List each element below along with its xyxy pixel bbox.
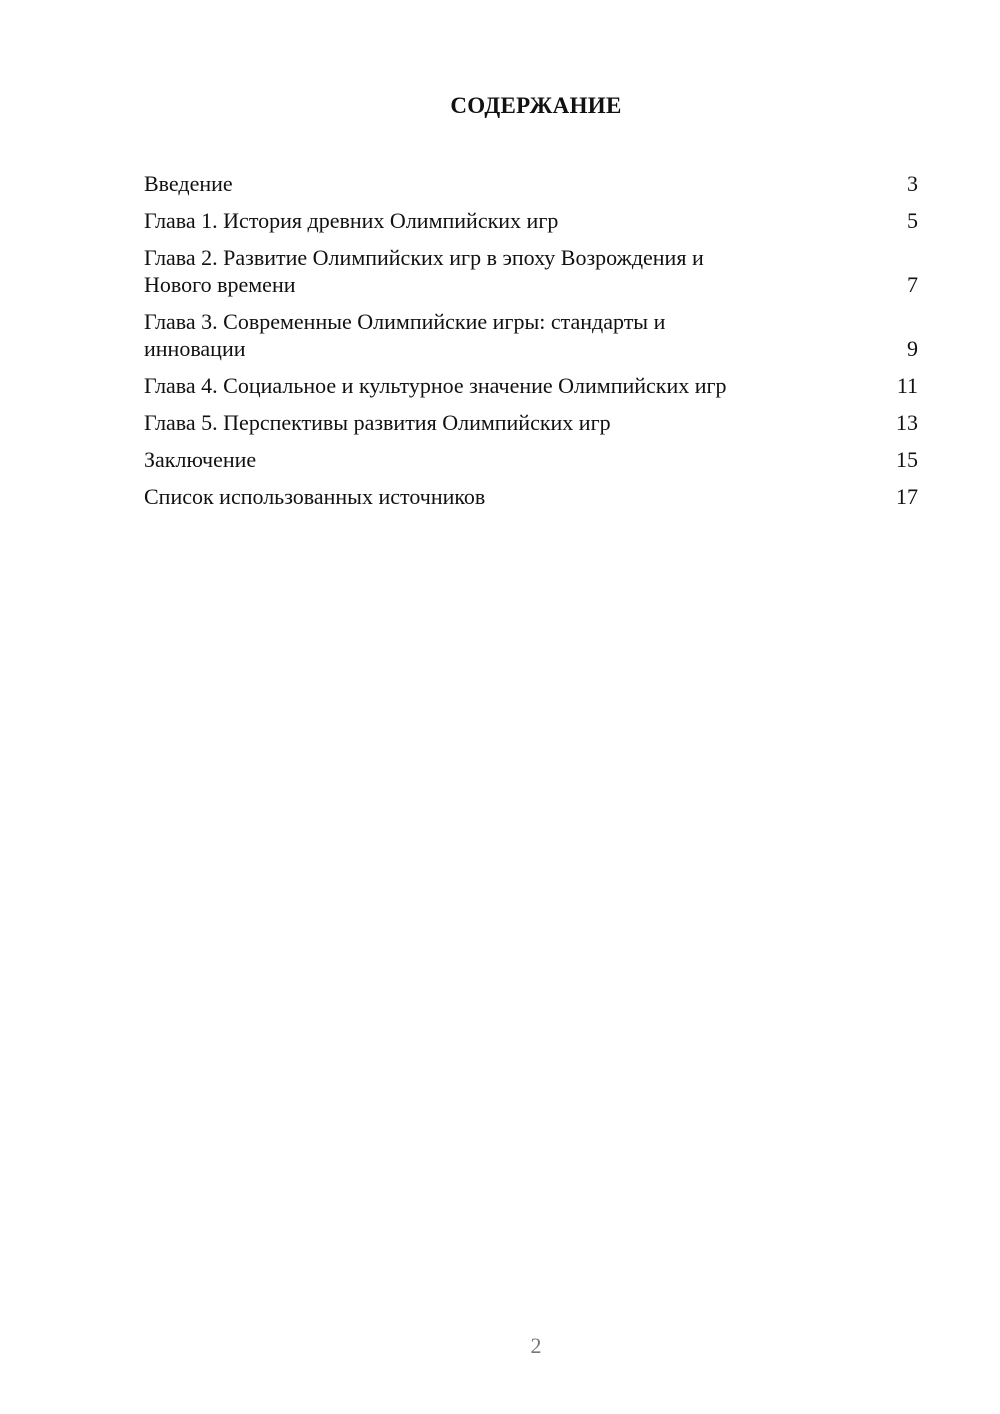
toc-entry-chapter-2 <box>144 244 918 298</box>
toc-entry-conclusion <box>144 446 918 473</box>
toc-entry-label: Глава 2. Развитие Олимпийских игр в эпоху Возрождения и Нового времени <box>144 245 704 297</box>
toc-entry-introduction <box>144 170 918 197</box>
toc-entry-page: 17 <box>896 484 918 509</box>
page-title: СОДЕРЖАНИЕ <box>450 93 622 118</box>
toc-entry-chapter-3 <box>144 308 918 362</box>
toc-entry-label: Введение <box>144 171 233 196</box>
table-of-contents <box>144 170 918 520</box>
toc-entry-page: 5 <box>907 208 918 233</box>
toc-entry-label: Заключение <box>144 447 257 472</box>
toc-entry-references <box>144 483 918 510</box>
toc-entry-page: 15 <box>896 447 918 472</box>
toc-entry-page: 9 <box>907 336 918 361</box>
toc-entry-page: 11 <box>896 373 918 398</box>
toc-entry-page: 13 <box>896 410 918 435</box>
toc-entry-label: Глава 1. История древних Олимпийских игр <box>144 208 559 233</box>
toc-entry-chapter-1 <box>144 207 918 234</box>
toc-entry-page: 3 <box>907 171 918 196</box>
toc-entry-page: 7 <box>907 272 918 297</box>
toc-entry-label: Глава 3. Современные Олимпийские игры: стандарты и инновации <box>144 309 666 361</box>
toc-entry-label: Список использованных источников <box>144 484 486 509</box>
toc-entry-label: Глава 5. Перспективы развития Олимпийских игр <box>144 410 611 435</box>
toc-entry-chapter-4 <box>144 372 918 399</box>
toc-entry-label: Глава 4. Социальное и культурное значение Олимпийских игр <box>144 373 727 398</box>
footer-page-number: 2 <box>530 1333 542 1358</box>
toc-entry-chapter-5 <box>144 409 918 436</box>
